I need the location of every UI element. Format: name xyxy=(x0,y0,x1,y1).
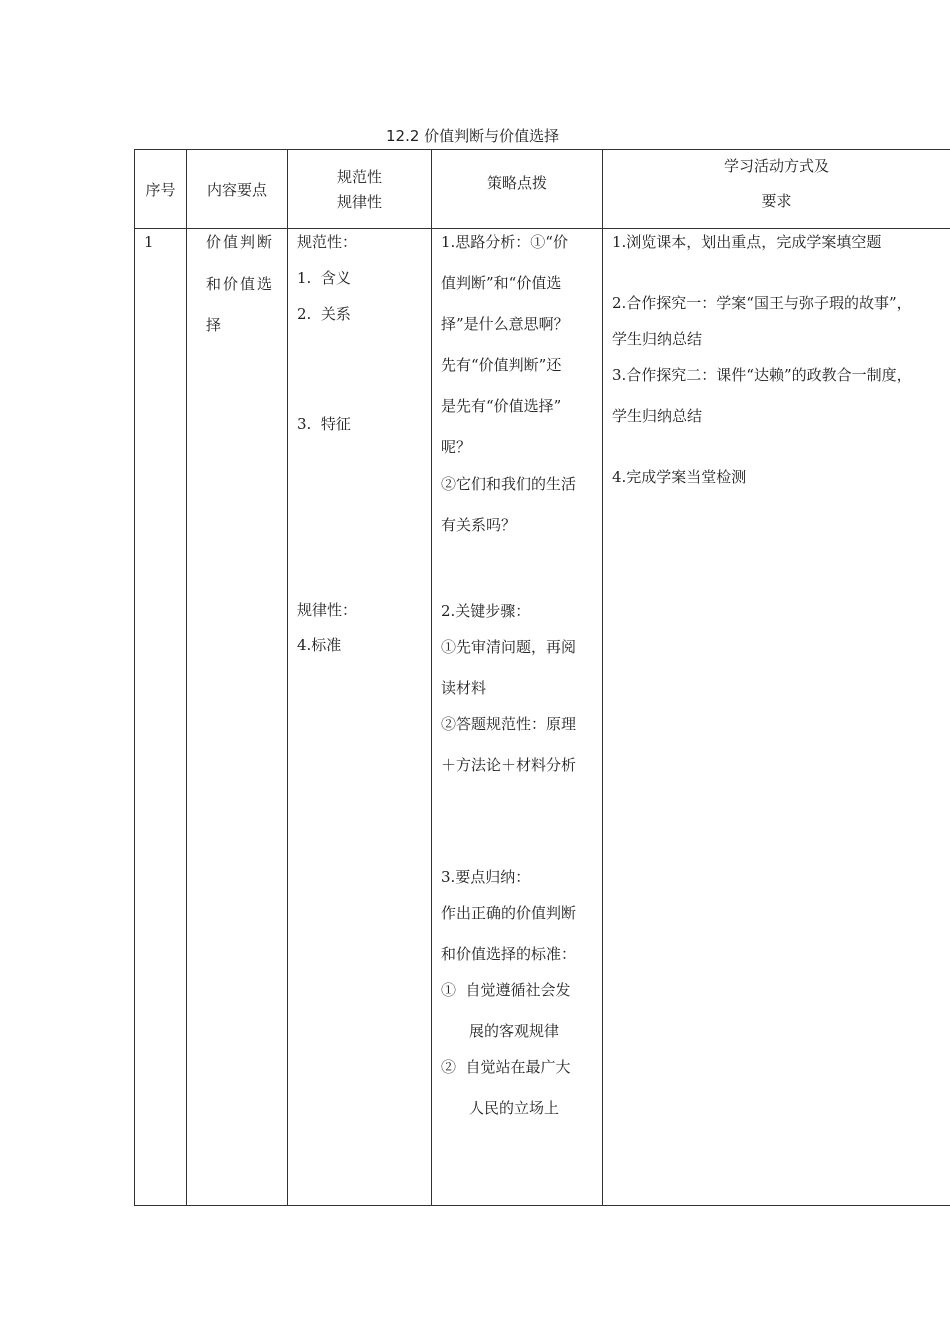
norm-heading-2: 规律性： xyxy=(297,601,358,619)
header-divider xyxy=(134,228,950,229)
strategy-line: 和价值选择的标准： xyxy=(441,945,577,963)
activity-item-1: 1.浏览课本，划出重点，完成学案填空题 xyxy=(612,233,882,251)
activity-item-2-cont: 学生归纳总结 xyxy=(612,330,703,348)
header-activity-line1: 学习活动方式及 xyxy=(723,157,829,175)
header-activity-line2: 要求 xyxy=(761,192,792,210)
strategy-line: 先有“价值判断”还 xyxy=(441,356,562,374)
strategy-line: 2.关键步骤： xyxy=(441,602,531,620)
norm-item-3: 3. 特征 xyxy=(297,415,351,433)
norm-item-4: 4.标准 xyxy=(297,636,342,654)
content-line-2: 和价值选 xyxy=(206,275,275,293)
strategy-line: ② 自觉站在最广大 xyxy=(441,1058,571,1076)
header-norm-line2: 规律性 xyxy=(336,193,382,211)
strategy-line: ②它们和我们的生活 xyxy=(441,475,577,493)
activity-item-3-cont: 学生归纳总结 xyxy=(612,407,703,425)
strategy-line: ②答题规范性：原理 xyxy=(441,715,577,733)
strategy-line: ① 自觉遵循社会发 xyxy=(441,981,571,999)
table-border-top xyxy=(134,149,950,150)
content-line-3: 择 xyxy=(206,316,222,334)
strategy-line: 3.要点归纳： xyxy=(441,868,531,886)
row-seq: 1 xyxy=(144,233,154,251)
col-divider-3 xyxy=(431,149,432,1206)
strategy-line: 是先有“价值选择” xyxy=(441,397,562,415)
strategy-line: 读材料 xyxy=(441,679,487,697)
strategy-line: 人民的立场上 xyxy=(469,1099,560,1117)
norm-item-1: 1. 含义 xyxy=(297,269,351,287)
norm-item-2: 2. 关系 xyxy=(297,305,351,323)
header-content: 内容要点 xyxy=(206,181,267,199)
header-norm-line1: 规范性 xyxy=(336,168,382,186)
strategy-line: 有关系吗？ xyxy=(441,516,517,534)
strategy-line: 值判断”和“价值选 xyxy=(441,274,562,292)
strategy-line: 1.思路分析：①“价 xyxy=(441,233,568,251)
strategy-line: 择”是什么意思啊？ xyxy=(441,315,569,333)
col-divider-4 xyxy=(602,149,603,1206)
header-strategy: 策略点拨 xyxy=(486,174,547,192)
strategy-line: 作出正确的价值判断 xyxy=(441,904,577,922)
strategy-line: 呢？ xyxy=(441,438,472,456)
strategy-line: 展的客观规律 xyxy=(469,1022,560,1040)
table-border-bottom xyxy=(134,1205,950,1206)
table-border-left xyxy=(134,149,135,1206)
header-seq: 序号 xyxy=(145,181,176,199)
activity-item-4: 4.完成学案当堂检测 xyxy=(612,468,747,486)
activity-item-2: 2.合作探究一：学案“国王与弥子瑕的故事”， xyxy=(612,294,912,312)
strategy-line: ＋方法论＋材料分析 xyxy=(441,756,577,774)
content-line-1: 价值判断 xyxy=(206,233,275,251)
norm-heading-1: 规范性： xyxy=(297,233,358,251)
strategy-line: ①先审清问题，再阅 xyxy=(441,638,577,656)
document-title: 12.2 价值判断与价值选择 xyxy=(386,127,560,145)
col-divider-1 xyxy=(186,149,187,1206)
activity-item-3: 3.合作探究二：课件“达赖”的政教合一制度， xyxy=(612,366,912,384)
col-divider-2 xyxy=(287,149,288,1206)
